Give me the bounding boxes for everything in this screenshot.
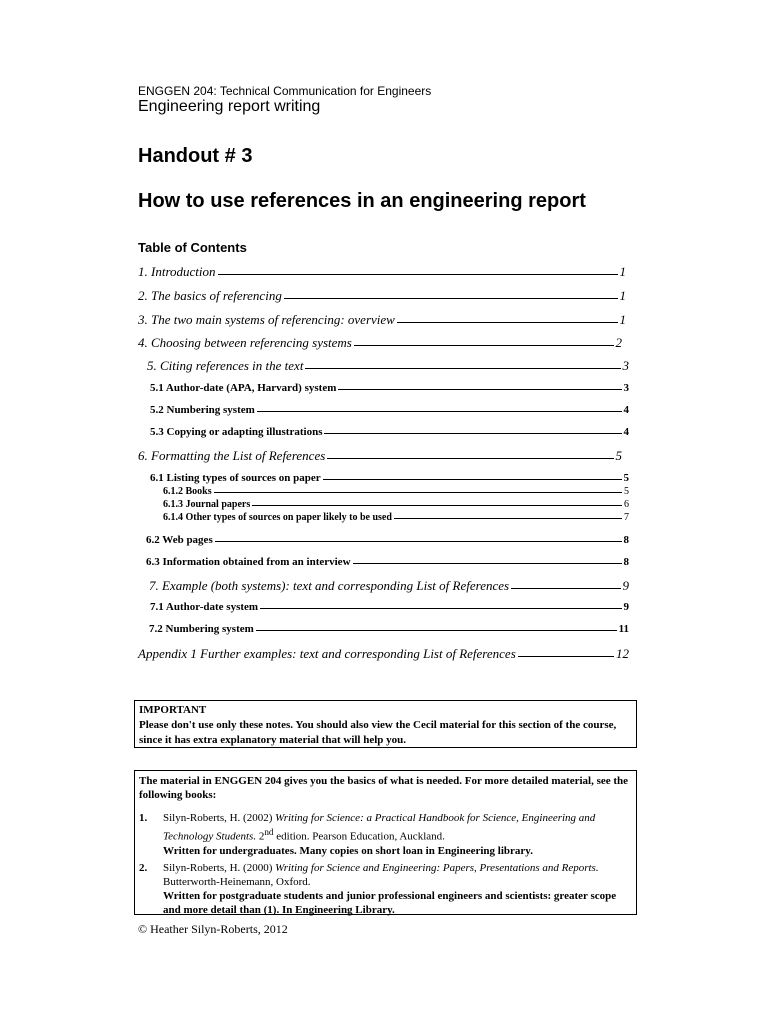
toc-entry[interactable]: 6.3 Information obtained from an interview 8 (146, 556, 629, 568)
reference-item: 1. Silyn-Roberts, H. (2002) Writing for Science: a Practical Handbook for Science, Engineering and Technology Students. 2nd edition. Pearson Education, Auckland. Written for undergraduates. Many copies on short loan in Engineering library. (139, 811, 632, 858)
toc-entry[interactable]: 6.2 Web pages 8 (146, 534, 629, 546)
toc-entry[interactable]: 6.1.4 Other types of sources on paper likely to be used 7 (163, 512, 629, 523)
toc-entry[interactable]: Appendix 1 Further examples: text and corresponding List of References 12 (138, 646, 629, 661)
toc-heading: Table of Contents (138, 240, 247, 255)
toc-entry[interactable]: 7.2 Numbering system 11 (149, 623, 629, 635)
reference-note: Written for postgraduate students and junior professional engineers and scientists: greater scope and more detail than (1). In Engineering Library. (163, 889, 617, 916)
course-title: ENGGEN 204: Technical Communication for Engineers (138, 84, 432, 98)
document-subtitle: Engineering report writing (138, 98, 321, 115)
important-text: Please don't use only these notes. You should also view the Cecil material for this section of the course, since it has extra explanatory material that will help you. (139, 719, 617, 746)
toc-entry[interactable]: 5.3 Copying or adapting illustrations 4 (150, 426, 629, 438)
toc-entry[interactable]: 6.1 Listing types of sources on paper 5 (150, 472, 629, 484)
toc-entry[interactable]: 6. Formatting the List of References 5 (138, 448, 622, 463)
toc-entry[interactable]: 7. Example (both systems): text and corresponding List of References 9 (149, 578, 629, 593)
toc-entry[interactable]: 5.2 Numbering system 4 (150, 404, 629, 416)
toc-entry[interactable]: 6.1.2 Books 5 (163, 486, 629, 497)
page-title: How to use references in an engineering report (138, 190, 586, 212)
toc-entry[interactable]: 7.1 Author-date system 9 (150, 601, 629, 613)
important-notice (134, 700, 637, 748)
reference-note: Written for undergraduates. Many copies on short loan in Engineering library. (163, 844, 533, 857)
toc-entry[interactable]: 5.1 Author-date (APA, Harvard) system 3 (150, 382, 629, 394)
toc-entry[interactable]: 5. Citing references in the text 3 (147, 358, 629, 373)
toc-entry[interactable]: 2. The basics of referencing 1 (138, 288, 626, 303)
toc-entry[interactable]: 3. The two main systems of referencing: overview 1 (138, 312, 626, 327)
copyright-notice: © Heather Silyn-Roberts, 2012 (138, 922, 288, 936)
further-reading-intro: The material in ENGGEN 204 gives you the basics of what is needed. For more detailed material, see the following books: (139, 775, 629, 801)
toc-entry[interactable]: 1. Introduction 1 (138, 264, 626, 279)
important-heading: IMPORTANT (139, 704, 207, 716)
handout-number: Handout # 3 (138, 145, 253, 167)
toc-entry[interactable]: 4. Choosing between referencing systems 2 (138, 335, 622, 350)
further-reading-box (134, 770, 637, 915)
reference-item: 2. Silyn-Roberts, H. (2000) Writing for Science and Engineering: Papers, Presentations and Reports. Butterworth-Heinemann, Oxford. Written for postgraduate students and junior professional engineers and scientists: greater scope and more detail than (1). In Engineering Library. (139, 861, 632, 917)
toc-entry[interactable]: 6.1.3 Journal papers 6 (163, 499, 629, 510)
